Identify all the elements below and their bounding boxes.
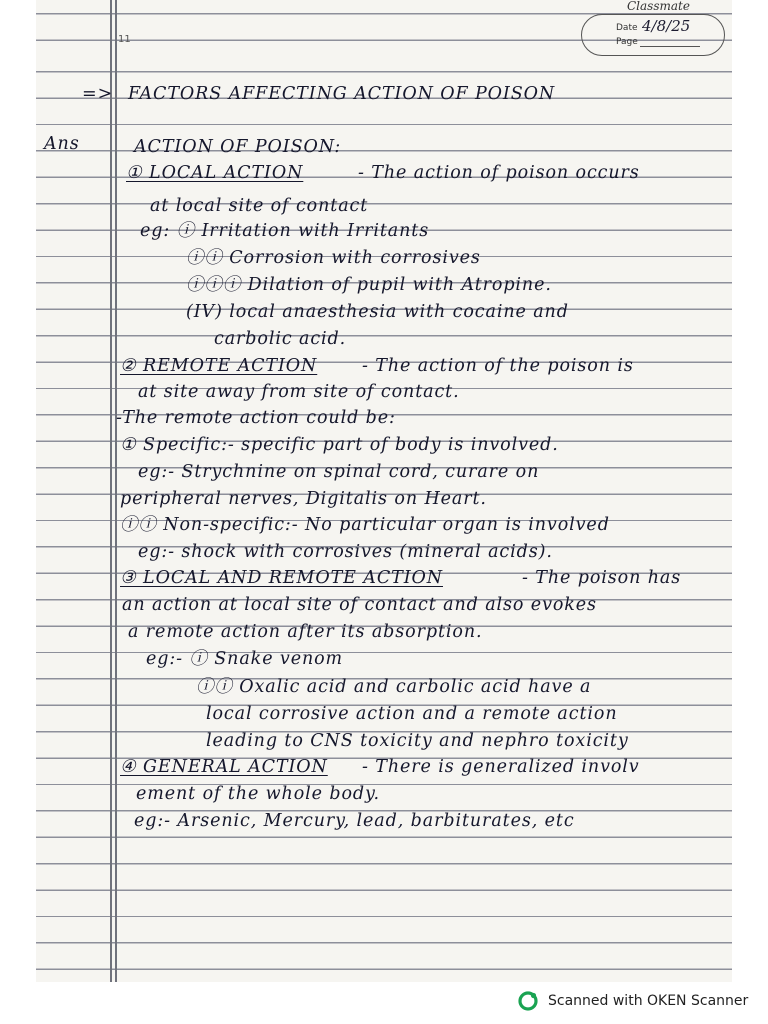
note-line-r5: eg:- Strychnine on spinal cord, curare on xyxy=(138,462,540,482)
date-rule xyxy=(640,46,700,47)
page-label: Page xyxy=(616,37,638,47)
note-line-l5: ⓘⓘⓘ Dilation of pupil with Atropine. xyxy=(186,275,552,295)
note-line-title-arrow: => xyxy=(82,84,114,104)
note-line-l1-rest: - The action of poison occurs xyxy=(358,163,640,183)
note-line-r1-rest: - The action of the poison is xyxy=(362,356,634,376)
note-line-g1-rest: - There is generalized involv xyxy=(362,757,640,777)
note-line-lr1-title: ③ LOCAL AND REMOTE ACTION xyxy=(120,568,443,588)
note-line-lr7: leading to CNS toxicity and nephro toxicity xyxy=(206,731,629,751)
note-line-l2: at local site of contact xyxy=(150,196,369,216)
note-line-g3: eg:- Arsenic, Mercury, lead, barbiturates, etc xyxy=(134,811,575,831)
note-line-lr4: eg:- ⓘ Snake venom xyxy=(146,649,344,669)
note-line-g1-title: ④ GENERAL ACTION xyxy=(120,757,328,777)
scanner-watermark xyxy=(518,990,748,1012)
note-line-ans-heading: ACTION OF POISON: xyxy=(134,137,342,157)
note-line-lr1-rest: - The poison has xyxy=(522,568,682,588)
date-box xyxy=(581,14,725,56)
note-line-r8: eg:- shock with corrosives (mineral acids). xyxy=(138,542,553,562)
scanner-text: Scanned with OKEN Scanner xyxy=(548,993,749,1009)
note-line-l7: carbolic acid. xyxy=(214,329,347,349)
note-line-lr2: an action at local site of contact and also evokes xyxy=(122,595,597,615)
date-value: 4/8/25 xyxy=(642,17,691,35)
note-line-r2: at site away from site of contact. xyxy=(138,382,460,402)
note-line-l1-title: ① LOCAL ACTION xyxy=(126,163,304,183)
note-line-r6: peripheral nerves, Digitalis on Heart. xyxy=(120,489,487,509)
note-line-l3: eg: ⓘ Irritation with Irritants xyxy=(140,221,430,241)
note-line-title: FACTORS AFFECTING ACTION OF POISON xyxy=(128,84,556,104)
note-line-lr3: a remote action after its absorption. xyxy=(128,622,483,642)
note-line-lr5: ⓘⓘ Oxalic acid and carbolic acid have a xyxy=(196,677,592,697)
margin-line-left xyxy=(110,0,112,982)
margin-line-right xyxy=(115,0,117,982)
page-number: 11 xyxy=(118,34,131,45)
note-line-l6: (IV) local anaesthesia with cocaine and xyxy=(186,302,569,322)
note-line-l4: ⓘⓘ Corrosion with corrosives xyxy=(186,248,481,268)
note-line-lr6: local corrosive action and a remote action xyxy=(206,704,618,724)
note-line-r4: ① Specific:- specific part of body is involved. xyxy=(120,435,559,455)
scanner-logo-icon xyxy=(518,991,538,1011)
notebook-page xyxy=(36,0,732,982)
note-line-r3: -The remote action could be: xyxy=(116,408,396,428)
note-line-ans-label: Ans xyxy=(44,134,80,154)
brand-logo-text: Classmate xyxy=(627,0,690,13)
note-line-r1-title: ② REMOTE ACTION xyxy=(120,356,318,376)
date-label: Date xyxy=(616,23,638,33)
note-line-g2: ement of the whole body. xyxy=(136,784,380,804)
note-line-r7: ⓘⓘ Non-specific:- No particular organ is involved xyxy=(120,515,610,535)
